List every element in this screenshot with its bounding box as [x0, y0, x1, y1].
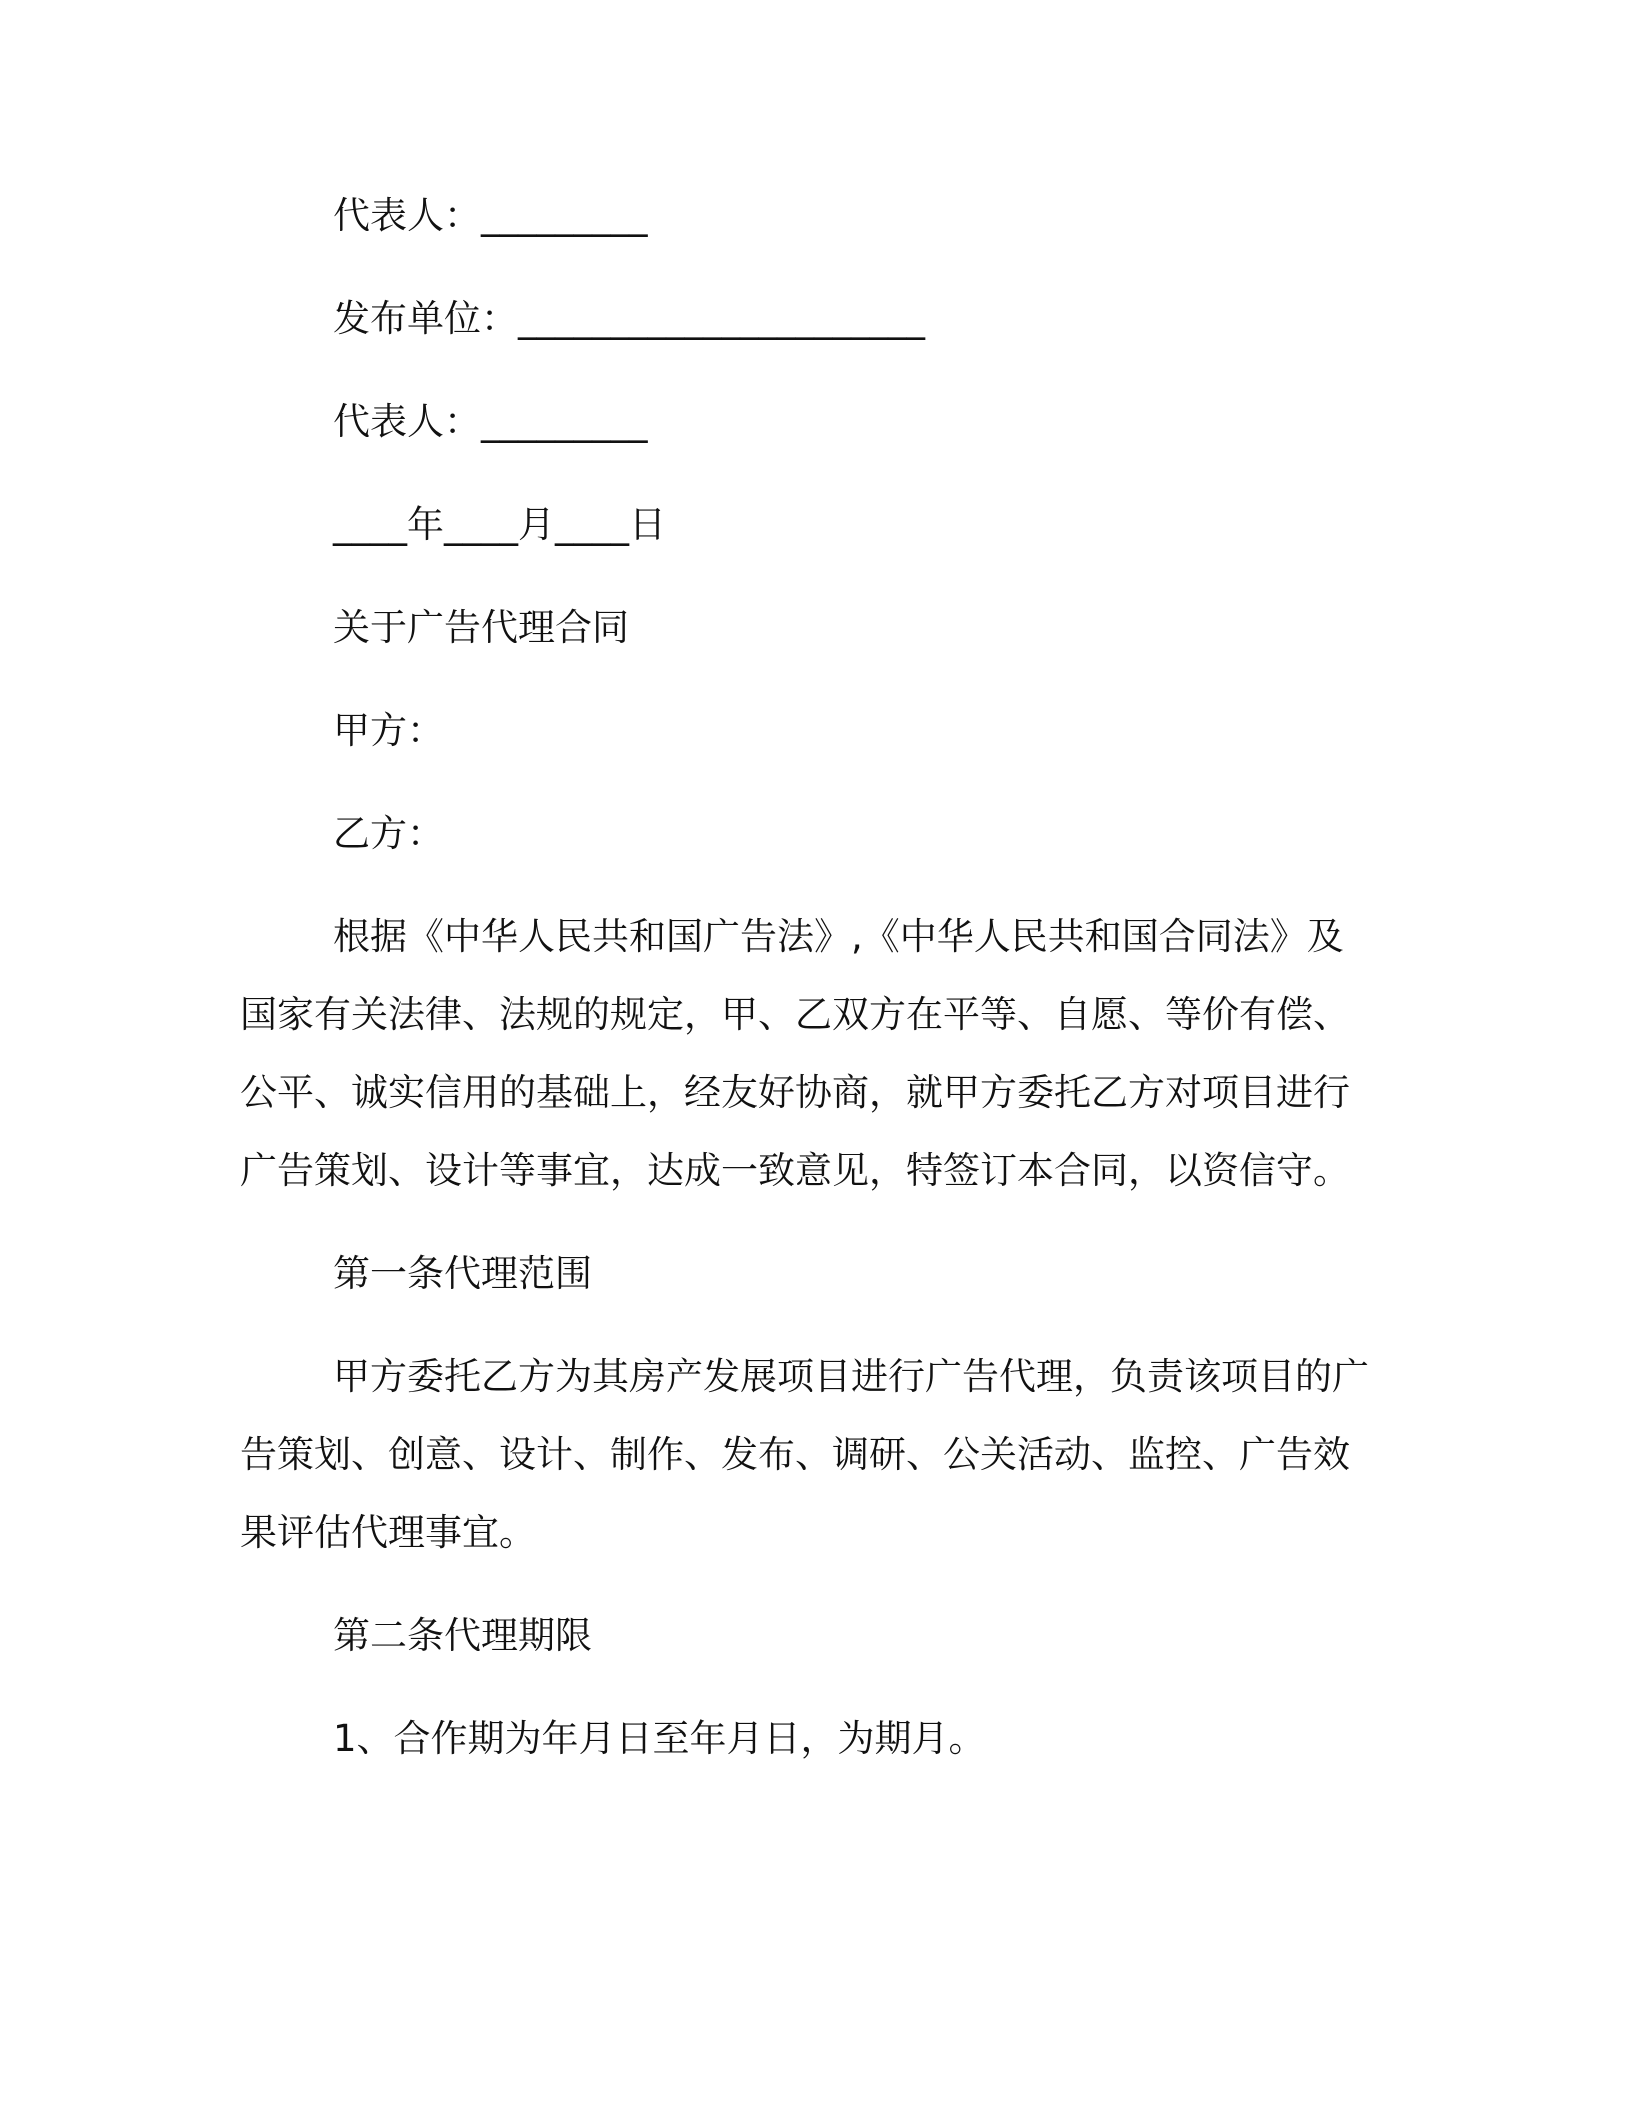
paragraph-line: 广告策划、设计等事宜，达成一致意见，特签订本合同，以资信守。	[240, 1149, 1350, 1192]
party-b-label: 乙方：	[333, 812, 444, 855]
publisher-line: 发布单位：______________________	[333, 297, 925, 340]
article-2-item-1: 1、合作期为年月日至年月日，为期月。	[333, 1717, 986, 1760]
paragraph-line: 告策划、创意、设计、制作、发布、调研、公关活动、监控、广告效	[240, 1433, 1350, 1476]
date-line: ____年____月____日	[333, 503, 666, 546]
article-1-heading: 第一条代理范围	[333, 1252, 592, 1295]
paragraph-line: 根据《中华人民共和国广告法》,《中华人民共和国合同法》及	[333, 915, 1344, 958]
paragraph-line: 果评估代理事宜。	[240, 1511, 536, 1554]
contract-title: 关于广告代理合同	[333, 606, 629, 649]
representative-line-2: 代表人：_________	[333, 400, 648, 443]
article-2-heading: 第二条代理期限	[333, 1614, 592, 1657]
paragraph-line: 公平、诚实信用的基础上，经友好协商，就甲方委托乙方对项目进行	[240, 1071, 1350, 1114]
paragraph-line: 甲方委托乙方为其房产发展项目进行广告代理，负责该项目的广	[333, 1355, 1369, 1398]
party-a-label: 甲方：	[333, 709, 444, 752]
representative-line-1: 代表人：_________	[333, 194, 648, 237]
paragraph-line: 国家有关法律、法规的规定，甲、乙双方在平等、自愿、等价有偿、	[240, 993, 1350, 1036]
